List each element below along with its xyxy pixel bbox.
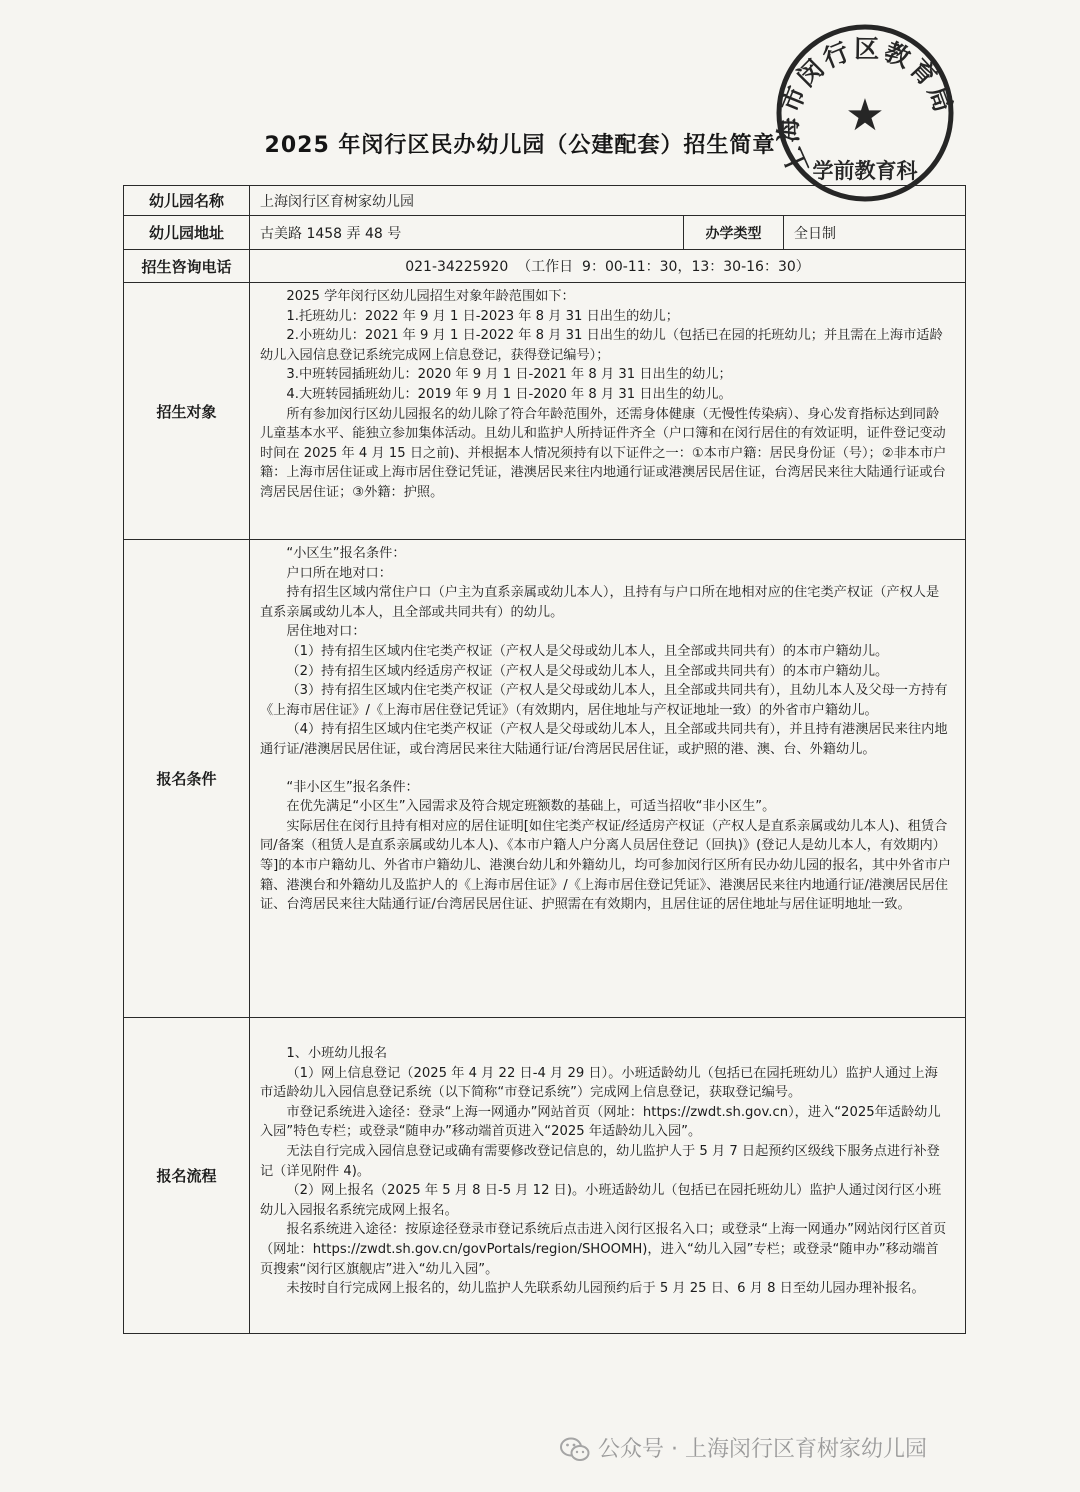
process-line: 报名系统进入途径：按原途径登录市登记系统后点击进入闵行区报名入口；或登录“上海一网通办”网站闵行区首页（网址：https://zwdt.sh.gov.cn/govPortals/region/SHOOMH)，进入“幼儿入园”专栏；或登录“随申办”移动端首页搜索“闵行区旗舰店”进入“幼儿入园”。	[260, 1222, 947, 1277]
targets-line: 2.小班幼儿：2021 年 9 月 1 日-2022 年 8 月 31 日出生的幼儿（包括已在园的托班幼儿；并且需在上海市适龄幼儿入园信息登记系统完成网上信息登记，获得登记编号）；	[260, 328, 943, 363]
process-line: （2）网上报名（2025 年 5 月 8 日-5 月 12 日)。小班适龄幼儿（包括已在园托班幼儿）监护人通过闵行区小班幼儿入园报名系统完成网上报名。	[260, 1183, 942, 1218]
row-process	[124, 1018, 966, 1334]
process-text	[250, 1018, 966, 1334]
conditions-line: （3）持有招生区域内住宅类产权证（产权人是父母或幼儿本人，且全部或共同共有），且幼儿本人及父母一方持有《上海市居住证》/《上海市居住登记凭证》（有效期内，居住地址与产权证地址一致）的外省市户籍幼儿。	[260, 683, 948, 718]
targets-line: 2025 学年闵行区幼儿园招生对象年龄范围如下：	[286, 289, 575, 304]
targets-line: 1.托班幼儿：2022 年 9 月 1 日-2023 年 8 月 31 日出生的幼儿；	[286, 308, 679, 324]
value-kindergarten-name: 上海闵行区育树家幼儿园	[250, 186, 966, 216]
conditions-text	[250, 540, 966, 1018]
process-line: （1）网上信息登记（2025 年 4 月 22 日-4 月 29 日）。小班适龄幼儿（包括已在园托班幼儿）监护人通过上海市适龄幼儿入园信息登记系统（以下简称“市登记系统”）完成网上信息登记，获取登记编号。	[260, 1065, 938, 1101]
value-address: 古美路 1458 弄 48 号	[250, 216, 684, 250]
row-targets	[124, 283, 966, 540]
label-school-type: 办学类型	[684, 216, 784, 250]
value-phone: 021-34225920 （工作日 9：00-11：30，13：30-16：30）	[250, 250, 966, 283]
process-line: 1、小班幼儿报名	[286, 1046, 388, 1061]
conditions-line: 户口所在地对口：	[286, 565, 392, 581]
label-address: 幼儿园地址	[124, 216, 250, 250]
targets-line: 所有参加闵行区幼儿园报名的幼儿除了符合年龄范围外，还需身体健康（无慢性传染病）、身心发育指标达到同龄儿童基本水平、能独立参加集体活动。且幼儿和监护人所持证件齐全（户口簿和在闵行居住的有效证明，证件登记变动时间在 2025 年 4 月 15 日之前)、并根据本人情况须持有以下证件之一：①本市户籍：居民身份证（号）；②非本市户籍：上海市居住证或上海市居住登记凭证，港澳居民来往内地通行证或港澳居民居住证，台湾居民来往大陆通行证或台湾居民居住证；③外籍：护照。	[260, 406, 947, 500]
targets-line: 4.大班转园插班幼儿：2019 年 9 月 1 日-2020 年 8 月 31 日出生的幼儿。	[286, 386, 732, 402]
watermark-text: 公众号 · 上海闵行区育树家幼儿园	[598, 1437, 927, 1462]
conditions-line: （4）持有招生区域内住宅类产权证（产权人是父母或幼儿本人，且全部或共同共有），并且持有港澳居民来往内地通行证/港澳居民居住证，或台湾居民来往大陆通行证/台湾居民居住证，或护照的港、澳、台、外籍幼儿。	[260, 722, 948, 757]
row-phone	[124, 250, 966, 283]
conditions-line: （2）持有招生区域内经适房产权证（产权人是父母或幼儿本人，且全部或共同共有）的本市户籍幼儿。	[286, 663, 889, 679]
page-title: 2025 年闵行区民办幼儿园（公建配套）招生简章	[264, 133, 776, 158]
seal-dept-text: 学前教育科	[812, 159, 918, 183]
wechat-icon	[560, 1437, 590, 1463]
process-line: 未按时自行完成网上报名的，幼儿监护人先联系幼儿园预约后于 5 月 25 日、6 月 8 日至幼儿园办理补报名。	[286, 1281, 925, 1297]
seal-star-icon: ★	[845, 90, 885, 141]
conditions-line: “非小区生”报名条件：	[286, 779, 419, 795]
conditions-line: （1）持有招生区域内住宅类产权证（产权人是父母或幼儿本人，且全部或共同共有）的本市户籍幼儿。	[286, 643, 889, 659]
row-conditions	[124, 540, 966, 1018]
row-address	[124, 216, 966, 250]
conditions-line: “小区生”报名条件：	[286, 546, 406, 561]
conditions-line: 持有招生区域内常住户口（户主为直系亲属或幼儿本人），且持有与户口所在地相对应的住宅类产权证（产权人是直系亲属或幼儿本人，且全部或共同共有）的幼儿。	[260, 585, 940, 620]
process-line: 市登记系统进入途径：登录“上海一网通办”网站首页（网址：https://zwdt.sh.gov.cn），进入“2025年适龄幼儿入园”特色专栏；或登录“随申办”移动端首页进入“2025 年适龄幼儿入园”。	[260, 1104, 941, 1140]
targets-text	[250, 283, 966, 540]
seal-ring-text: 上海市闵行区教育局	[773, 34, 960, 179]
conditions-line: 实际居住在闵行且持有相对应的居住证明[如住宅类产权证/经适房产权证（产权人是直系亲属或幼儿本人)、租赁合同/备案（租赁人是直系亲属或幼儿本人)、《本市户籍人户分离人员居住登记（回执)》(登记人是幼儿本人，有效期内）等]的本市户籍幼儿、外省市户籍幼儿、港澳台幼儿和外籍幼儿，均可参加闵行区所有民办幼儿园的报名，其中外省市户籍、港澳台和外籍幼儿及监护人的《上海市居住证》/《上海市居住登记凭证》、港澳居民来往内地通行证/港澳居民居住证、台湾居民来往大陆通行证/台湾居民居住证、护照需在有效期内，且居住证的居住地址与居住证明地址一致。	[260, 818, 951, 913]
conditions-line: 居住地对口：	[286, 624, 366, 640]
value-school-type: 全日制	[784, 216, 966, 250]
wechat-watermark	[560, 1432, 1060, 1463]
label-phone: 招生咨询电话	[124, 250, 250, 283]
spacer	[260, 760, 951, 778]
official-seal	[770, 18, 960, 208]
label-kindergarten-name: 幼儿园名称	[124, 186, 250, 216]
label-process: 报名流程	[124, 1018, 250, 1334]
targets-line: 3.中班转园插班幼儿：2020 年 9 月 1 日-2021 年 8 月 31 日出生的幼儿；	[286, 367, 732, 383]
conditions-line: 在优先满足“小区生”入园需求及符合规定班额数的基础上，可适当招收“非小区生”。	[286, 799, 776, 815]
row-name	[124, 186, 966, 216]
label-targets: 招生对象	[124, 283, 250, 540]
label-conditions: 报名条件	[124, 540, 250, 1018]
process-line: 无法自行完成入园信息登记或确有需要修改登记信息的，幼儿监护人于 5 月 7 日起预约区级线下服务点进行补登记（详见附件 4)。	[260, 1143, 940, 1179]
enrollment-table	[123, 185, 966, 1334]
